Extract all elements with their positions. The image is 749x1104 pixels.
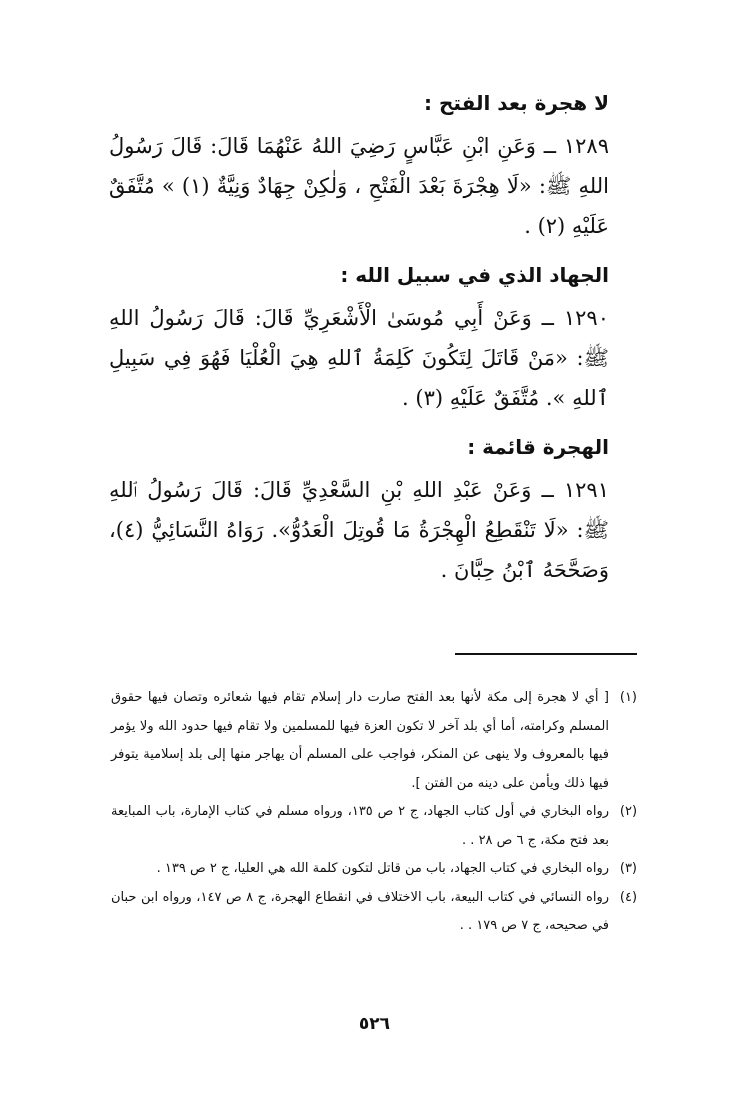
section-hijra-continues bbox=[109, 424, 609, 590]
footnote-text: رواه البخاري في أول كتاب الجهاد، ج ٢ ص ١٣٥، ورواه مسلم في كتاب الإمارة، باب المبايعة بعد فتح مكة، ج ٦ ص ٢٨ . . bbox=[111, 804, 610, 848]
footnote-number: (٢) bbox=[619, 804, 638, 819]
hadith-1290: ١٢٩٠ ــ وَعَنْ أَبِي مُوسَىٰ الْأَشْعَرِيِّ قَالَ: قَالَ رَسُولُ اللهِ ﷺ: «مَنْ قَاتَلَ لِتَكُونَ كَلِمَةُ ٱللهِ هِيَ الْعُلْيَا فَهُوَ فِي سَبِيلِ ٱللهِ ». مُتَّفَقٌ عَلَيْهِ (٣) . bbox=[109, 306, 609, 410]
section-heading: الهجرة قائمة : bbox=[467, 435, 609, 459]
section-no-hijra-after-conquest bbox=[109, 80, 609, 246]
footnotes bbox=[111, 684, 637, 941]
footnote-number: (٤) bbox=[619, 889, 638, 905]
section-jihad-in-path-of-god bbox=[109, 252, 609, 418]
page-number: ٥٢٦ bbox=[358, 1014, 391, 1034]
footnote-text: [ أي لا هجرة إلى مكة لأنها بعد الفتح صارت دار إسلام تقام فيها شعائره وتصان فيها حقوق المسلم وكرامته، أما أي بلد آخر لا تكون العزة فيها للمسلمين ولا تقام فيها حدود الله ولا يؤمر فيها بالمعروف ولا ينهى عن المنكر، فواجب على المسلم أن يهاجر منها إلى بلد إسلامية يتوفر فيها ذلك ويأمن على دينه من الفتن ]. bbox=[111, 690, 609, 791]
section-heading: الجهاد الذي في سبيل الله : bbox=[340, 263, 609, 287]
footnote-1 bbox=[111, 684, 637, 798]
hadith-1289: ١٢٨٩ ــ وَعَنِ ابْنِ عَبَّاسٍ رَضِيَ اللهُ عَنْهُمَا قَالَ: قَالَ رَسُولُ اللهِ ﷺ: «لَا هِجْرَةَ بَعْدَ الْفَتْحِ ، وَلٰكِنْ جِهَادٌ وَنِيَّةٌ (١) » مُتَّفَقٌ عَلَيْهِ (٢) . bbox=[109, 134, 609, 238]
footnote-3 bbox=[111, 855, 637, 884]
footnote-number: (١) bbox=[619, 690, 637, 705]
footnote-number: (٣) bbox=[619, 861, 637, 876]
main-text bbox=[109, 80, 609, 596]
section-heading: لا هجرة بعد الفتح : bbox=[424, 91, 609, 115]
footnote-4 bbox=[111, 884, 637, 941]
footnote-text: رواه البخاري في كتاب الجهاد، باب من قاتل لتكون كلمة الله هي العليا، ج ٢ ص ١٣٩ . bbox=[156, 861, 609, 876]
footnote-text: رواه النسائي في كتاب البيعة، باب الاختلاف في انقطاع الهجرة، ج ٨ ص ١٤٧، ورواه ابن حبان في صحيحه، ج ٧ ص ١٧٩ . . bbox=[111, 889, 610, 933]
footnote-2 bbox=[111, 798, 637, 855]
hadith-1291: ١٢٩١ ــ وَعَنْ عَبْدِ اللهِ بْنِ السَّعْدِيِّ قَالَ: قَالَ رَسُولُ ٱللهِ ﷺ: «لَا تَنْقَطِعُ الْهِجْرَةُ مَا قُوتِلَ الْعَدُوُّ». رَوَاهُ النَّسَائِيُّ (٤)، وَصَحَّحَهُ ٱبْنُ حِبَّانَ . bbox=[109, 478, 609, 582]
footnote-divider bbox=[455, 653, 637, 655]
